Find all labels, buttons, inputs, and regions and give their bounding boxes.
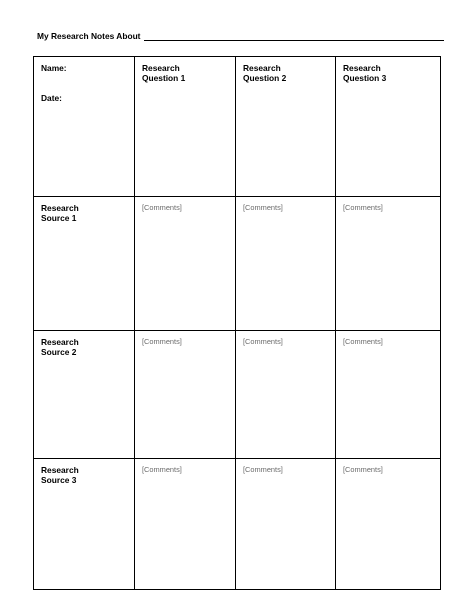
comment-cell[interactable] (236, 197, 336, 331)
question-1-label: Research Question 1 (142, 63, 186, 83)
question-3-label: Research Question 3 (343, 63, 387, 83)
source-1-label: Research Source 1 (41, 203, 79, 223)
comment-cell[interactable] (236, 331, 336, 459)
comment-cell[interactable] (336, 331, 441, 459)
comment-cell[interactable] (336, 459, 441, 590)
comment-cell[interactable] (236, 459, 336, 590)
comment-placeholder: [Comments] (142, 465, 182, 474)
question-1-header[interactable] (135, 57, 236, 197)
comment-placeholder: [Comments] (343, 465, 383, 474)
comment-cell[interactable] (135, 459, 236, 590)
comment-placeholder: [Comments] (343, 203, 383, 212)
source-3-label: Research Source 3 (41, 465, 79, 485)
source-2-header[interactable] (34, 331, 135, 459)
question-3-header[interactable] (336, 57, 441, 197)
question-2-label: Research Question 2 (243, 63, 287, 83)
comment-placeholder: [Comments] (243, 203, 283, 212)
date-label: Date: (41, 93, 62, 103)
comment-placeholder: [Comments] (243, 337, 283, 346)
comment-placeholder: [Comments] (142, 337, 182, 346)
comment-cell[interactable] (135, 197, 236, 331)
comment-cell[interactable] (135, 331, 236, 459)
title-row (37, 27, 444, 41)
comment-placeholder: [Comments] (243, 465, 283, 474)
research-notes-table (33, 56, 441, 590)
topic-underline-field[interactable] (144, 32, 444, 41)
header-row (34, 57, 441, 197)
comment-placeholder: [Comments] (142, 203, 182, 212)
source-1-header[interactable] (34, 197, 135, 331)
source-3-row (34, 459, 441, 590)
page-title: My Research Notes About (37, 31, 141, 41)
source-2-row (34, 331, 441, 459)
comment-cell[interactable] (336, 197, 441, 331)
source-3-header[interactable] (34, 459, 135, 590)
question-2-header[interactable] (236, 57, 336, 197)
source-1-row (34, 197, 441, 331)
name-date-cell[interactable] (34, 57, 135, 197)
name-label: Name: (41, 63, 67, 73)
comment-placeholder: [Comments] (343, 337, 383, 346)
source-2-label: Research Source 2 (41, 337, 79, 357)
